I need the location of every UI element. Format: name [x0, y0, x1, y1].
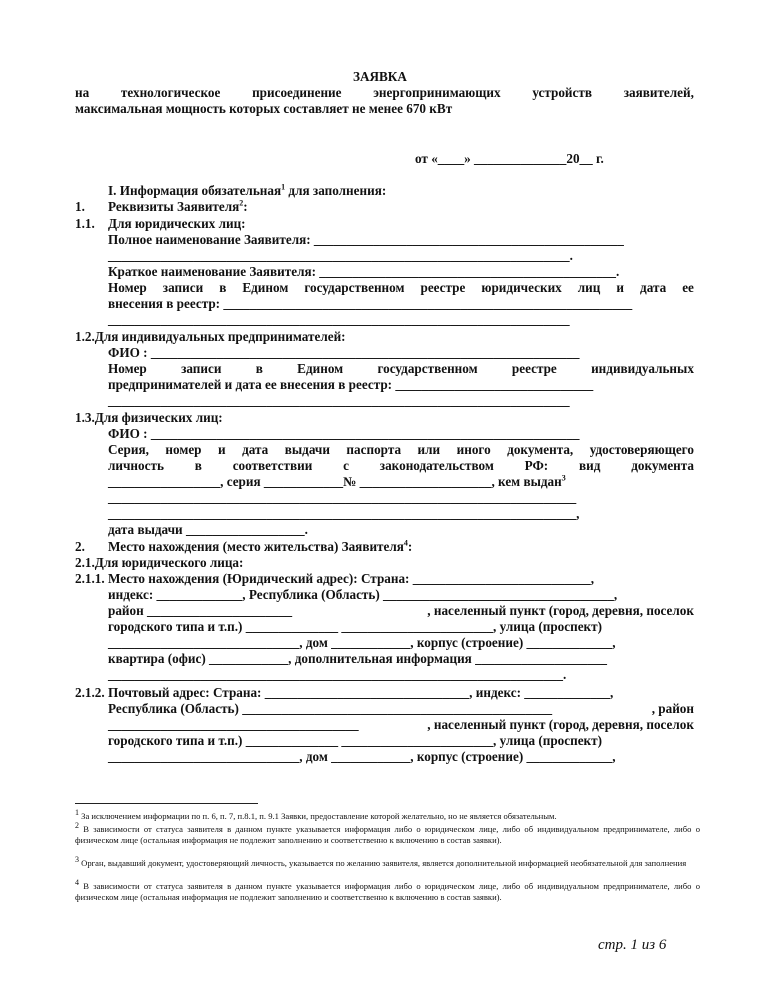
word: номер: [165, 442, 202, 457]
word: государственном: [377, 361, 478, 376]
word: дата: [242, 442, 269, 457]
word: присоединение: [252, 85, 342, 100]
word: индивидуальных: [591, 361, 694, 376]
legal-address-line-3[interactable]: район ______________________ , населенный пункт (город, деревня, поселок: [108, 603, 694, 618]
word: записи: [162, 280, 204, 295]
word: энергопринимающих: [373, 85, 501, 100]
postal-address-line-4[interactable]: городского типа и т.п.) ______________ _______________________, улица (проспект): [108, 733, 603, 748]
document-title: ЗАЯВКА: [353, 69, 407, 84]
word: РФ:: [524, 458, 549, 473]
legal-egrul-field[interactable]: внесения в реестр: ______________________________________________________________: [108, 296, 633, 311]
word: вид: [579, 458, 601, 473]
item-1-number: 1.: [75, 199, 85, 214]
physical-fio-field[interactable]: ФИО : _________________________________________________________________: [108, 426, 580, 441]
footnote-1: $^1$ За исключением информации по п. 6, п. 7, п.8.1, п. 9.1 Заявки, предоставление которой желательно, но не является обязательным.: [75, 808, 557, 821]
physical-persons-heading: 1.3.Для физических лиц:: [75, 410, 223, 425]
word: реестре: [420, 280, 466, 295]
legal-address-line-2[interactable]: индекс: _____________, Республика (Область) ___________________________________,: [108, 587, 618, 602]
word: записи: [181, 361, 222, 376]
word: в: [194, 458, 202, 473]
legal-address-line-5[interactable]: _____________________________, дом ____________, корпус (строение) _____________,: [108, 635, 616, 650]
legal-address-line-4[interactable]: городского типа и т.п.) ______________ _______________________, улица (проспект): [108, 619, 603, 634]
postal-address-line-2[interactable]: Республика (Область) _______________________________________________ , район: [108, 701, 694, 716]
word: паспорта: [346, 442, 402, 457]
word: дата: [640, 280, 667, 295]
legal-entities-heading: Для юридических лиц:: [108, 216, 246, 231]
word: государственном: [304, 280, 405, 295]
word: с: [343, 458, 349, 473]
word: соответствии: [232, 458, 313, 473]
ip-fio-field[interactable]: ФИО : _________________________________________________________________: [108, 345, 580, 360]
footnote-separator: [75, 803, 258, 804]
legal-short-name-field[interactable]: Краткое наименование Заявителя: _____________________________________________.: [108, 264, 620, 279]
word: ее: [682, 280, 694, 295]
legal-entity-location-heading: 2.1.Для юридического лица:: [75, 555, 244, 570]
word: в: [219, 280, 227, 295]
issuer-blank-1[interactable]: _______________________________________________________________________: [108, 490, 577, 505]
passport-series-field[interactable]: _________________, серия ____________№ ____________________, кем выдан$^3$: [108, 473, 566, 489]
legal-address-line-6[interactable]: квартира (офис) ____________, дополнительная информация ____________________: [108, 651, 607, 666]
postal-address-line-5[interactable]: _____________________________, дом ____________, корпус (строение) _____________,: [108, 749, 616, 764]
footnote-3: $^3$ Орган, выдавший документ, удостоверяющий личность, указывается по желанию заявителя, является дополнительной информацией необязательной для заполнения: [75, 855, 687, 868]
subtitle-line-1: [75, 85, 694, 101]
legal-address-line-1[interactable]: 2.1.1. Место нахождения (Юридический адрес): Страна: ___________________________,: [75, 571, 595, 586]
word: законодательством: [379, 458, 494, 473]
legal-full-name-field[interactable]: Полное наименование Заявителя: _______________________________________________: [108, 232, 624, 247]
legal-egrul-blank[interactable]: ______________________________________________________________________: [108, 312, 570, 327]
word: технологическое: [120, 85, 221, 100]
date-line: от «____» ______________20__ г.: [415, 151, 604, 166]
word: документа: [631, 458, 694, 473]
word: Едином: [297, 361, 344, 376]
section-1-heading: I. Информация обязательная$^1$ для заполнения:: [108, 182, 387, 198]
postal-address-line-1[interactable]: 2.1.2. Почтовый адрес: Страна: _______________________________, индекс: _____________,: [75, 685, 614, 700]
word: или: [417, 442, 441, 457]
item-1-1-number: 1.1.: [75, 216, 95, 231]
passport-line-1: [108, 442, 694, 458]
word: Номер: [108, 280, 147, 295]
passport-line-2: [108, 458, 694, 474]
location-heading: Место нахождения (место жительства) Заявителя$^4$:: [108, 538, 413, 554]
word: заявителей,: [623, 85, 694, 100]
requisites-heading: Реквизиты Заявителя$^2$:: [108, 198, 248, 214]
word: иного: [456, 442, 491, 457]
postal-address-line-3[interactable]: ______________________________________ , населенный пункт (город, деревня, поселок: [108, 717, 694, 732]
ip-registry-line: [108, 361, 694, 377]
word: юридических: [481, 280, 562, 295]
item-2-number: 2.: [75, 539, 85, 554]
word: выдачи: [284, 442, 330, 457]
word: Номер: [108, 361, 147, 376]
ip-registry-blank[interactable]: ______________________________________________________________________: [108, 393, 570, 408]
word: личность: [108, 458, 164, 473]
word: документа,: [507, 442, 574, 457]
word: и: [616, 280, 625, 295]
subtitle-line-2: максимальная мощность которых составляет не менее 670 кВт: [75, 101, 453, 116]
word: в: [255, 361, 263, 376]
word: удостоверяющего: [589, 442, 694, 457]
legal-address-line-7[interactable]: _____________________________________________________________________.: [108, 667, 567, 682]
legal-full-name-continuation[interactable]: ______________________________________________________________________.: [108, 248, 573, 263]
word: на: [75, 85, 90, 100]
word: устройств: [532, 85, 592, 100]
word: Едином: [242, 280, 289, 295]
word: реестре: [511, 361, 557, 376]
footnote-4: $^4$ В зависимости от статуса заявителя в данном пункте указывается информация либо о юридическом лице, либо об индивидуальном предпринимателе, либо о физическом лице (остальная информация не подлежит заполнению и соответственно к включению в состав заявки).: [75, 878, 700, 902]
word: и: [218, 442, 226, 457]
issue-date-field[interactable]: дата выдачи __________________.: [108, 522, 308, 537]
page-number: стр. 1 из 6: [598, 937, 667, 953]
legal-egrul-line: [108, 280, 694, 296]
word: лиц: [577, 280, 601, 295]
ip-heading: 1.2.Для индивидуальных предпринимателей:: [75, 329, 346, 344]
word: Серия,: [108, 442, 149, 457]
footnote-2: $^2$ В зависимости от статуса заявителя в данном пункте указывается информация либо о юридическом лице, либо об индивидуальном предпринимателе, либо о физическом лице (остальная информация не подлежит заполнению и соответственно к включению в состав заявки).: [75, 821, 700, 845]
ip-registry-field[interactable]: предпринимателей и дата ее внесения в реестр: ______________________________: [108, 377, 594, 392]
issuer-blank-2[interactable]: _______________________________________________________________________,: [108, 506, 580, 521]
